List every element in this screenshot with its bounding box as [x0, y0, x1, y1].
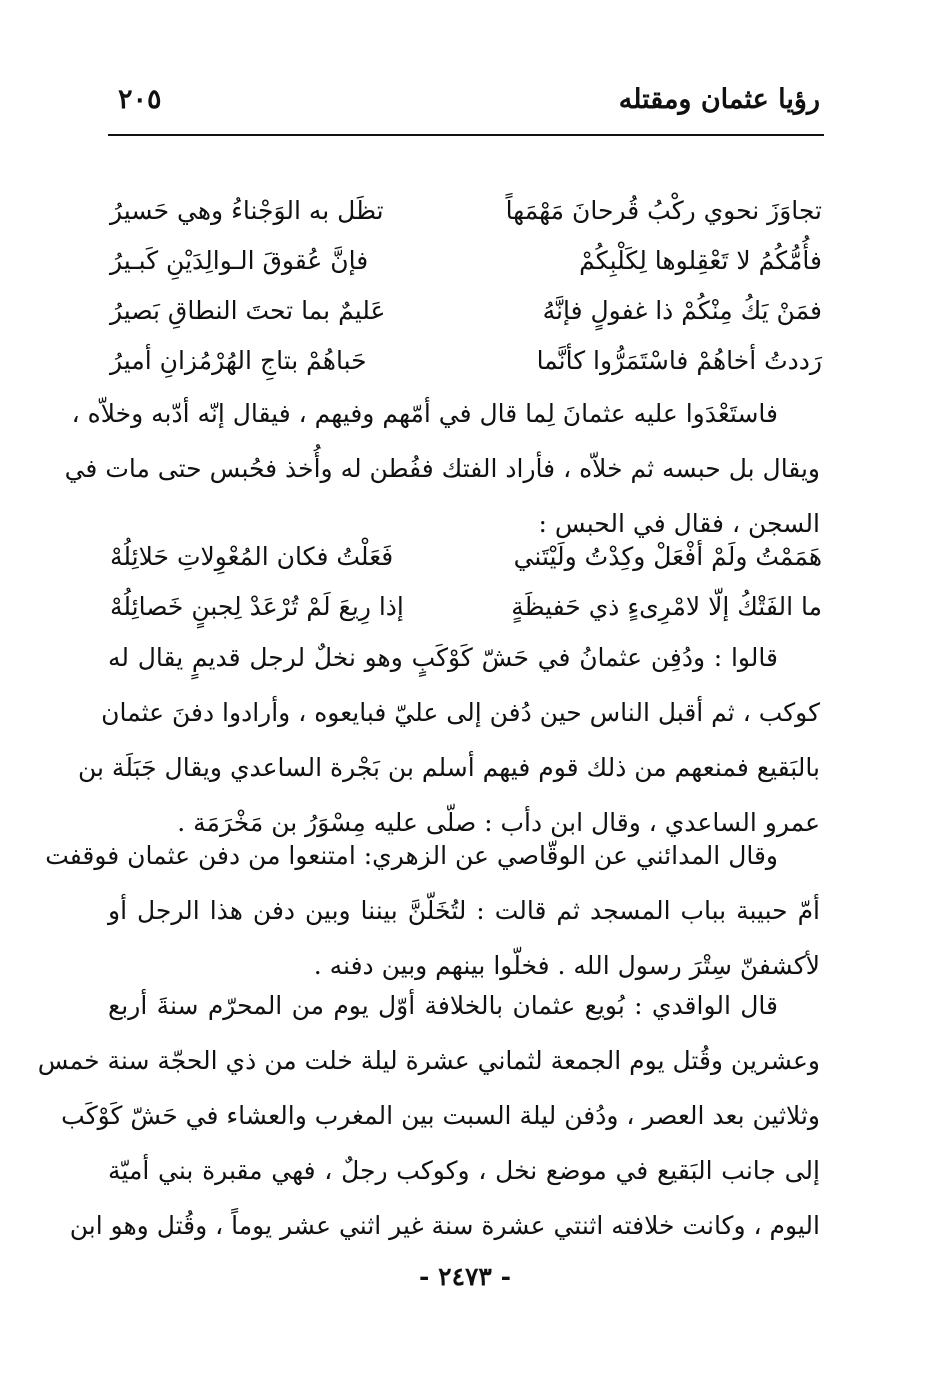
- verse-first-hemistich: رَددتُ أخاهُمْ فاسْتَمَرُّوا كأنَّما: [536, 346, 822, 375]
- verse-first-hemistich: فمَنْ يَكُ مِنْكُمْ ذا غفولٍ فإنَّهُ: [542, 296, 822, 325]
- text-line: السجن ، فقال في الحبس :: [538, 509, 820, 538]
- page-number: ٢٠٥: [118, 84, 162, 115]
- verse-second-hemistich: عَليمٌ بما تحتَ النطاقِ بَصيرُ: [110, 296, 386, 325]
- text-line: قالوا : ودُفِن عثمانُ في حَشّ كَوْكَبٍ وهو نخلٌ لرجل قديمٍ يقال له: [108, 643, 778, 672]
- paragraph: [45, 828, 820, 993]
- footer-page-number: - ٢٤٧٣ -: [419, 1262, 511, 1291]
- verse-first-hemistich: هَمَمْتُ ولَمْ أفْعَلْ وكِدْتُ ولَيْتَني: [513, 542, 822, 571]
- running-title: رؤيا عثمان ومقتله: [618, 84, 820, 115]
- text-line: إلى جانب البَقيع في موضع نخل ، وكوكب رجلٌ ، فهي مقبرة بني أميّة: [108, 1156, 820, 1185]
- verse-first-hemistich: تجاوَزَ نحوي ركْبُ قُرحانَ مَهْمَهاً: [505, 196, 822, 225]
- verse-second-hemistich: فَعَلْتُ فكان المُعْوِلاتِ حَلائِلُهْ: [110, 542, 394, 571]
- verse-first-hemistich: ما الفَتْكُ إلّا لامْرِىءٍ ذي حَفيظَةٍ: [511, 592, 822, 621]
- text-line: أمّ حبيبة بباب المسجد ثم قالت : لتُخَلّنَّ بيننا وبين دفن هذا الرجل أو: [108, 896, 820, 925]
- verse-second-hemistich: فإنَّ عُقوقَ الـوالِدَيْنِ كَبـيرُ: [110, 246, 369, 275]
- verse: [110, 582, 822, 632]
- verse: [110, 336, 822, 386]
- verse-second-hemistich: تظَل به الوَجْناءُ وهي حَسيرُ: [110, 196, 384, 225]
- verse-second-hemistich: إذا رِيعَ لَمْ تُرْعَدْ لِجبنٍ خَصائِلُهْ: [110, 592, 404, 621]
- verse: [110, 236, 822, 286]
- text-line: لأكشفنّ سِتْرَ رسول الله . فخلّوا بينهم وبين دفنه .: [313, 951, 820, 980]
- poem-block-1: [110, 186, 822, 386]
- paragraph: [37, 978, 820, 1253]
- text-line: اليوم ، وكانت خلافته اثنتي عشرة سنة غير اثني عشر يوماً ، وقُتل وهو ابن: [69, 1211, 820, 1240]
- text-line: وقال المدائني عن الوقّاصي عن الزهري: امتنعوا من دفن عثمان فوقفت: [45, 841, 778, 870]
- verse-second-hemistich: حَباهُمْ بتاجِ الهُرْمُزانِ أميرُ: [110, 346, 367, 375]
- text-line: وعشرين وقُتل يوم الجمعة لثماني عشرة ليلة خلت من ذي الحجّة سنة خمس: [37, 1046, 820, 1075]
- text-line: بالبَقيع فمنعهم من ذلك قوم فيهم أسلم بن بَجْرة الساعدي ويقال جَبَلَة بن: [77, 753, 820, 782]
- verse: [110, 532, 822, 582]
- text-line: وثلاثين بعد العصر ، ودُفن ليلة السبت بين المغرب والعشاء في حَشّ كَوْكَب: [61, 1101, 820, 1130]
- paragraph: [77, 630, 820, 850]
- verse: [110, 286, 822, 336]
- paragraph: [64, 386, 820, 551]
- poem-block-2: [110, 532, 822, 632]
- text-line: قال الواقدي : بُويع عثمان بالخلافة أوّل يوم من المحرّم سنةَ أربع: [108, 991, 778, 1020]
- text-line: فاستَعْدَوا عليه عثمانَ لِما قال في أمّهم وفيهم ، فيقال إنّه أدّبه وخلاّه ،: [71, 399, 778, 428]
- text-line: ويقال بل حبسه ثم خلاّه ، فأراد الفتك ففُطن له وأُخذ فحُبس حتى مات في: [64, 454, 820, 483]
- header-rule: [108, 134, 824, 136]
- verse-first-hemistich: فأُمُّكُمُ لا تَعْقِلوها لِكَلْبِكُمْ: [579, 246, 822, 275]
- verse: [110, 186, 822, 236]
- text-line: عمرو الساعدي ، وقال ابن دأب : صلّى عليه مِسْوَرُ بن مَخْرَمَة .: [177, 808, 820, 837]
- text-line: كوكب ، ثم أقبل الناس حين دُفن إلى عليّ فبايعوه ، وأرادوا دفنَ عثمان: [101, 698, 820, 727]
